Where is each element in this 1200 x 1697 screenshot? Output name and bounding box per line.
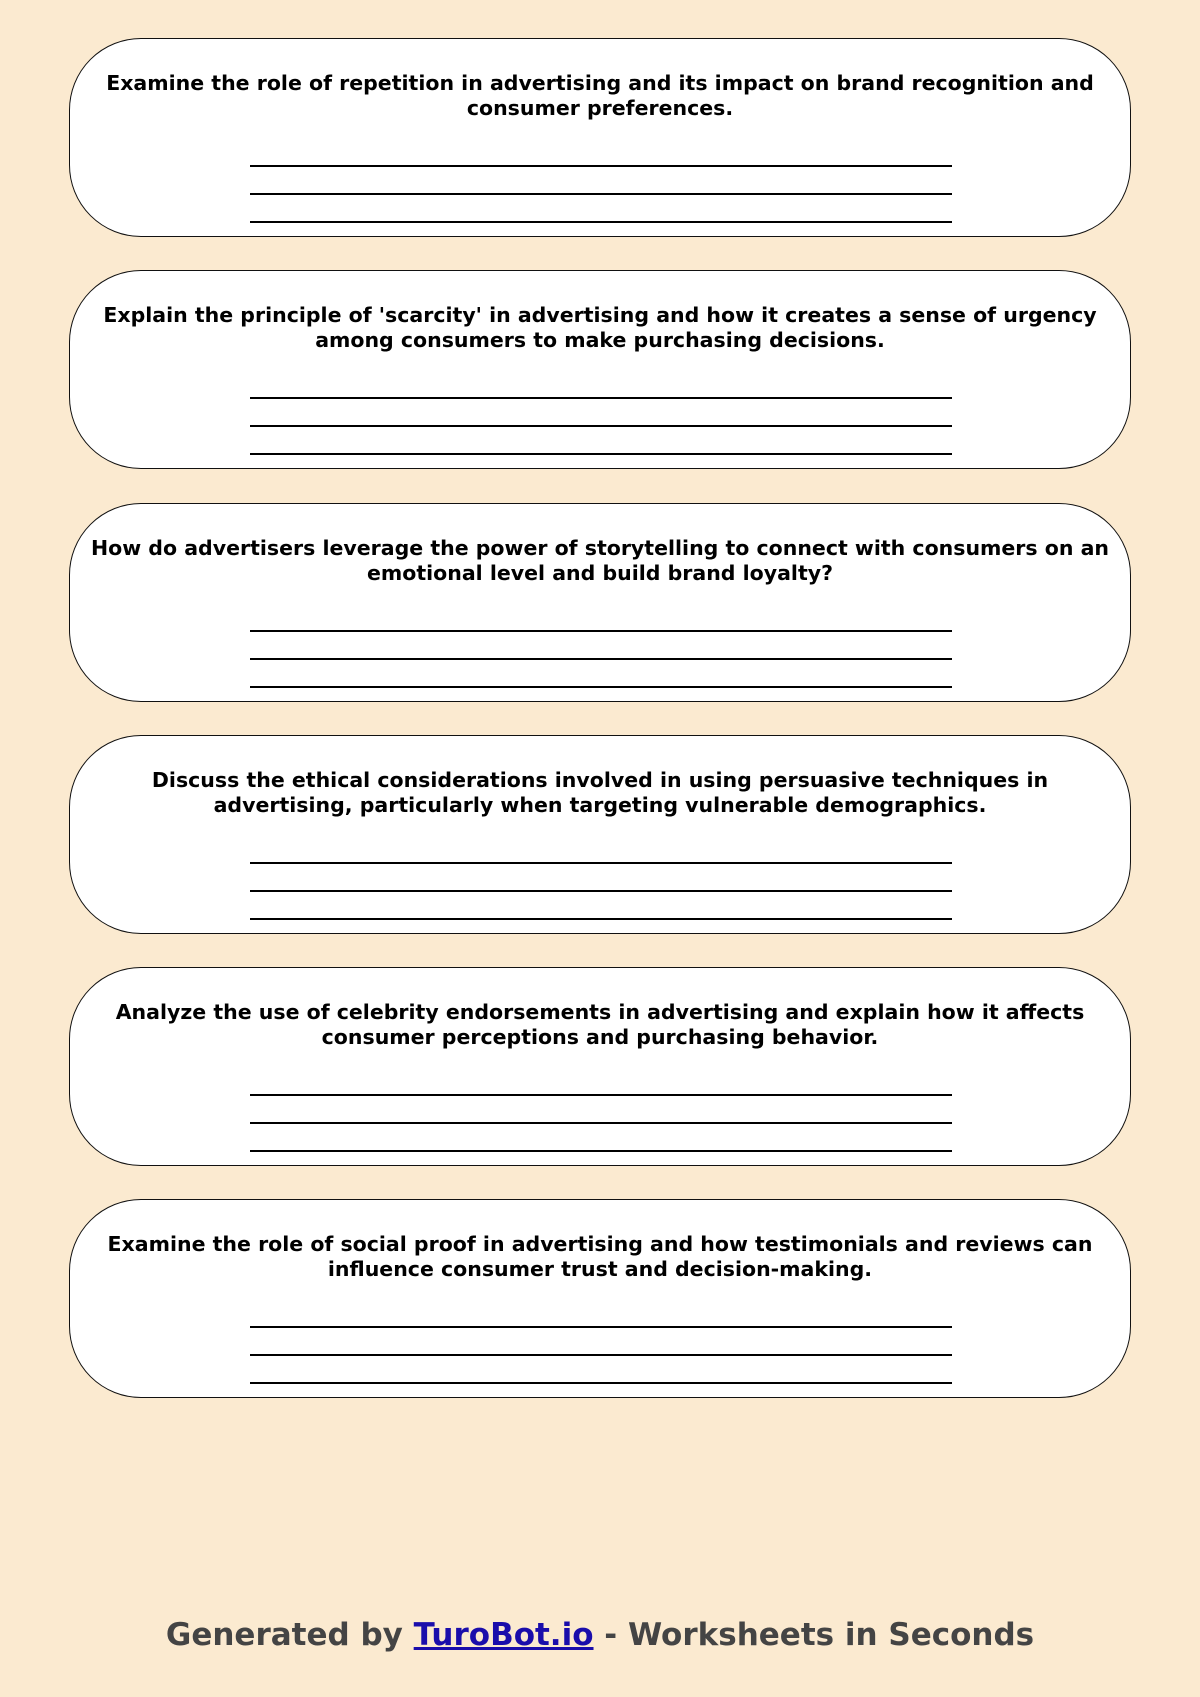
answer-line[interactable] — [250, 221, 952, 223]
question-text: Discuss the ethical considerations involved in using persuasive techniques in advertising, particularly when targeting vulnerable demographics. — [151, 768, 1049, 817]
question-text: Explain the principle of 'scarcity' in advertising and how it creates a sense of urgency among consumers to make purchasing decisions. — [103, 303, 1097, 352]
answer-line[interactable] — [250, 165, 952, 167]
answer-line[interactable] — [250, 862, 952, 864]
question-card — [69, 967, 1131, 1166]
question-card — [69, 1199, 1131, 1398]
question-card — [69, 735, 1131, 934]
answer-line[interactable] — [250, 1150, 952, 1152]
question-card — [69, 503, 1131, 702]
footer-prefix: Generated by — [165, 1617, 414, 1653]
answer-line[interactable] — [250, 1326, 952, 1328]
answer-line[interactable] — [250, 1094, 952, 1096]
answer-line[interactable] — [250, 890, 952, 892]
answer-line[interactable] — [250, 1122, 952, 1124]
answer-line[interactable] — [250, 658, 952, 660]
question-text: Examine the role of repetition in advertising and its impact on brand recognition and consumer preferences. — [106, 71, 1094, 120]
question-text: How do advertisers leverage the power of storytelling to connect with consumers on an emotional level and build brand loyalty? — [90, 536, 1109, 585]
answer-line[interactable] — [250, 630, 952, 632]
answer-line[interactable] — [250, 686, 952, 688]
answer-line[interactable] — [250, 453, 952, 455]
question-text: Examine the role of social proof in advertising and how testimonials and reviews can influence consumer trust and decision-making. — [107, 1232, 1093, 1281]
answer-line[interactable] — [250, 193, 952, 195]
answer-line[interactable] — [250, 425, 952, 427]
answer-line[interactable] — [250, 918, 952, 920]
answer-line[interactable] — [250, 397, 952, 399]
question-card — [69, 270, 1131, 469]
footer — [0, 1617, 1200, 1653]
question-text: Analyze the use of celebrity endorsements in advertising and explain how it affects consumer perceptions and purchasing behavior. — [115, 1000, 1085, 1049]
footer-suffix: - Worksheets in Seconds — [593, 1617, 1035, 1653]
answer-line[interactable] — [250, 1354, 952, 1356]
question-card — [69, 38, 1131, 237]
answer-line[interactable] — [250, 1382, 952, 1384]
turobot-link[interactable]: TuroBot.io — [413, 1617, 594, 1653]
